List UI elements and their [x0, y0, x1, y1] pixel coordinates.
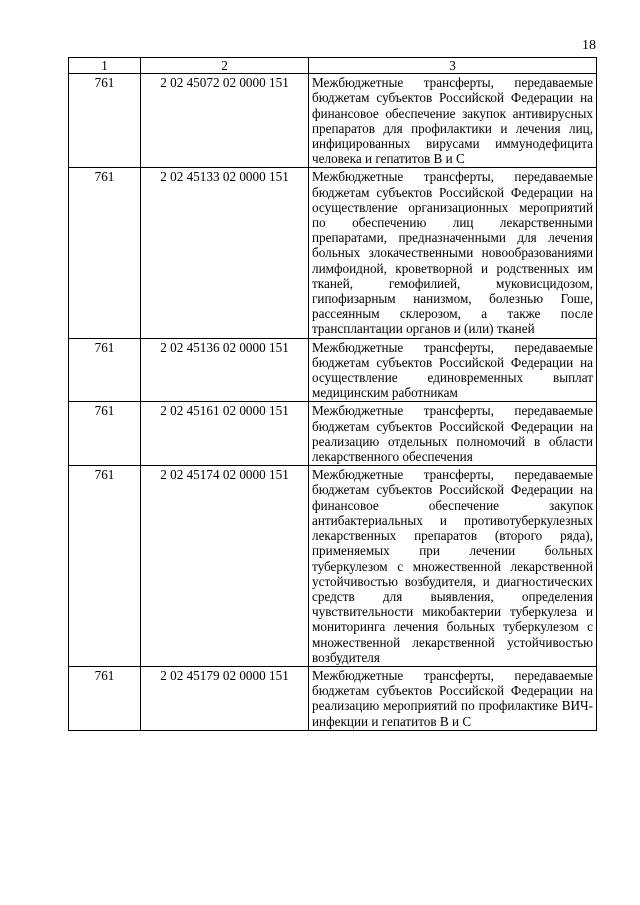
- description-cell: Межбюджетные трансферты, передаваемые бюджетам субъектов Российской Федерации на финансовое обеспечение закупок антивирусных препаратов для профилактики и лечения лиц, инфицированных вирусами иммунодефицита человека и гепатитов B и C: [309, 74, 597, 168]
- kbk-code-cell: 2 02 45179 02 0000 151: [141, 666, 309, 730]
- column-header-2: 2: [141, 58, 309, 74]
- kbk-code-cell: 2 02 45072 02 0000 151: [141, 74, 309, 168]
- kbk-code-cell: 2 02 45136 02 0000 151: [141, 338, 309, 402]
- table-row: [69, 466, 597, 667]
- admin-code-cell: 761: [69, 338, 141, 402]
- table-row: [69, 338, 597, 402]
- admin-code-cell: 761: [69, 466, 141, 667]
- kbk-code-cell: 2 02 45174 02 0000 151: [141, 466, 309, 667]
- column-header-1: 1: [69, 58, 141, 74]
- column-header-3: 3: [309, 58, 597, 74]
- page-number: 18: [582, 38, 596, 53]
- table-row: [69, 74, 597, 168]
- table-header-row: [69, 58, 597, 74]
- description-cell: Межбюджетные трансферты, передаваемые бюджетам субъектов Российской Федерации на финансовое обеспечение закупок антибактериальных и противотуберкулезных лекарственных препаратов (второго ряда), применяемых при лечении больных туберкулезом с множественной лекарственной устойчивостью возбудителя, и диагностических средств для выявления, определения чувствительности микобактерии туберкулеза и мониторинга лечения больных туберкулезом с множественной лекарственной устойчивостью возбудителя: [309, 466, 597, 667]
- admin-code-cell: 761: [69, 168, 141, 338]
- description-cell: Межбюджетные трансферты, передаваемые бюджетам субъектов Российской Федерации на реализацию мероприятий по профилактике ВИЧ-инфекции и гепатитов B и C: [309, 666, 597, 730]
- kbk-code-cell: 2 02 45133 02 0000 151: [141, 168, 309, 338]
- table-row: [69, 666, 597, 730]
- admin-code-cell: 761: [69, 666, 141, 730]
- kbk-code-cell: 2 02 45161 02 0000 151: [141, 402, 309, 466]
- description-cell: Межбюджетные трансферты, передаваемые бюджетам субъектов Российской Федерации на реализацию отдельных полномочий в области лекарственного обеспечения: [309, 402, 597, 466]
- table-row: [69, 168, 597, 338]
- admin-code-cell: 761: [69, 74, 141, 168]
- admin-code-cell: 761: [69, 402, 141, 466]
- description-cell: Межбюджетные трансферты, передаваемые бюджетам субъектов Российской Федерации на осуществление организационных мероприятий по обеспечению лиц лекарственными препаратами, предназначенными для лечения больных злокачественными новообразованиями лимфоидной, кроветворной и родственных им тканей, гемофилией, муковисцидозом, гипофизарным нанизмом, болезнью Гоше, рассеянным склерозом, а также после трансплантации органов и (или) тканей: [309, 168, 597, 338]
- description-cell: Межбюджетные трансферты, передаваемые бюджетам субъектов Российской Федерации на осуществление единовременных выплат медицинским работникам: [309, 338, 597, 402]
- budget-table: [68, 57, 597, 731]
- table-row: [69, 402, 597, 466]
